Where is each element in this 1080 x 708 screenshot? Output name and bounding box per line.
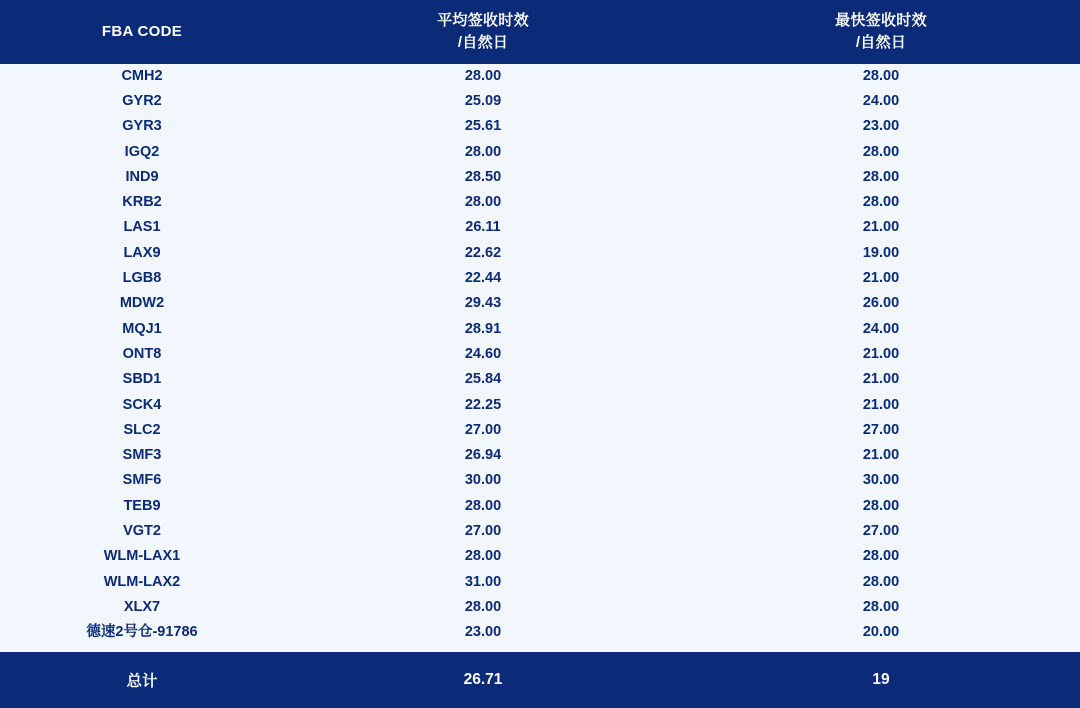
cell-fastest-days: 30.00 bbox=[862, 472, 900, 489]
cell-fastest-days: 27.00 bbox=[862, 421, 900, 438]
cell-fastest-days: 21.00 bbox=[862, 345, 900, 362]
column-header-avg-days bbox=[284, 0, 682, 64]
cell-fastest-days: 24.00 bbox=[862, 320, 900, 337]
cell-avg-days: 26.94 bbox=[464, 447, 502, 464]
cell-fastest-days: 26.00 bbox=[862, 295, 900, 312]
table-row bbox=[0, 545, 1080, 570]
cell-fastest-days: 28.00 bbox=[862, 67, 900, 84]
cell-fastest-days: 24.00 bbox=[862, 92, 900, 109]
table-footer bbox=[0, 652, 1080, 708]
total-label: 总计 bbox=[126, 672, 158, 690]
cell-fba-code: SCK4 bbox=[122, 396, 162, 413]
cell-fba-code: WLM-LAX1 bbox=[103, 548, 181, 565]
cell-fastest-days: 28.00 bbox=[862, 497, 900, 514]
table-row bbox=[0, 621, 1080, 646]
cell-avg-days: 29.43 bbox=[464, 295, 502, 312]
column-header-fastest-days bbox=[682, 0, 1080, 64]
table-row bbox=[0, 89, 1080, 114]
cell-avg-days: 22.44 bbox=[464, 270, 502, 287]
cell-fba-code: GYR3 bbox=[122, 118, 162, 135]
table-row bbox=[0, 216, 1080, 241]
cell-fba-code: GYR2 bbox=[122, 92, 162, 109]
table-row bbox=[0, 317, 1080, 342]
cell-fba-code: SMF6 bbox=[122, 472, 162, 489]
cell-fastest-days: 28.00 bbox=[862, 573, 900, 590]
cell-avg-days: 25.84 bbox=[464, 371, 502, 388]
table-row bbox=[0, 190, 1080, 215]
cell-fba-code: KRB2 bbox=[122, 194, 162, 211]
table-row bbox=[0, 494, 1080, 519]
cell-fba-code: VGT2 bbox=[123, 523, 161, 540]
cell-fba-code: SMF3 bbox=[122, 447, 162, 464]
cell-fastest-days: 23.00 bbox=[862, 118, 900, 135]
cell-avg-days: 28.00 bbox=[464, 194, 502, 211]
cell-avg-days: 22.25 bbox=[464, 396, 502, 413]
cell-fastest-days: 21.00 bbox=[862, 396, 900, 413]
cell-avg-days: 28.91 bbox=[464, 320, 502, 337]
table-row bbox=[0, 418, 1080, 443]
table-row bbox=[0, 115, 1080, 140]
cell-fba-code: XLX7 bbox=[123, 598, 161, 615]
table-row bbox=[0, 519, 1080, 544]
cell-fba-code: SBD1 bbox=[122, 371, 162, 388]
table-row bbox=[0, 165, 1080, 190]
column-header-fastest-days-line1: 最快签收时效 bbox=[835, 12, 927, 30]
cell-fastest-days: 28.00 bbox=[862, 598, 900, 615]
table-row bbox=[0, 140, 1080, 165]
cell-avg-days: 28.00 bbox=[464, 67, 502, 84]
cell-fba-code: 德速2号仓-91786 bbox=[86, 624, 198, 641]
cell-fba-code: MDW2 bbox=[119, 295, 165, 312]
cell-fba-code: IND9 bbox=[125, 168, 159, 185]
table-row bbox=[0, 393, 1080, 418]
total-fastest-days: 19 bbox=[872, 670, 890, 688]
column-header-fastest-days-line2: /自然日 bbox=[855, 34, 907, 51]
table-row bbox=[0, 443, 1080, 468]
table-row bbox=[0, 469, 1080, 494]
cell-avg-days: 25.09 bbox=[464, 92, 502, 109]
cell-avg-days: 22.62 bbox=[464, 244, 502, 261]
cell-fba-code: LAS1 bbox=[123, 219, 161, 236]
total-avg-days: 26.71 bbox=[463, 670, 503, 688]
cell-fastest-days: 27.00 bbox=[862, 523, 900, 540]
cell-fba-code: MQJ1 bbox=[122, 320, 162, 337]
cell-fastest-days: 21.00 bbox=[862, 371, 900, 388]
column-header-fba-code-line1: FBA CODE bbox=[101, 23, 183, 41]
table-header-row bbox=[0, 0, 1080, 64]
cell-avg-days: 27.00 bbox=[464, 523, 502, 540]
cell-fastest-days: 28.00 bbox=[862, 143, 900, 160]
cell-avg-days: 27.00 bbox=[464, 421, 502, 438]
table-row bbox=[0, 570, 1080, 595]
cell-fba-code: IGQ2 bbox=[124, 143, 160, 160]
total-row bbox=[0, 652, 1080, 708]
cell-avg-days: 24.60 bbox=[464, 345, 502, 362]
cell-avg-days: 30.00 bbox=[464, 472, 502, 489]
cell-fastest-days: 20.00 bbox=[862, 624, 900, 641]
column-header-avg-days-line1: 平均签收时效 bbox=[437, 12, 529, 30]
column-header-avg-days-line2: /自然日 bbox=[457, 34, 509, 51]
cell-avg-days: 23.00 bbox=[464, 624, 502, 641]
cell-fastest-days: 28.00 bbox=[862, 548, 900, 565]
column-header-fba-code bbox=[0, 0, 284, 64]
table-row bbox=[0, 595, 1080, 620]
cell-avg-days: 31.00 bbox=[464, 573, 502, 590]
table-row bbox=[0, 368, 1080, 393]
table-row bbox=[0, 266, 1080, 291]
cell-fba-code: ONT8 bbox=[122, 345, 162, 362]
cell-avg-days: 28.00 bbox=[464, 143, 502, 160]
cell-avg-days: 26.11 bbox=[465, 219, 501, 236]
table-row bbox=[0, 342, 1080, 367]
table-row bbox=[0, 292, 1080, 317]
cell-fba-code: LGB8 bbox=[122, 270, 162, 287]
cell-avg-days: 28.50 bbox=[464, 168, 502, 185]
cell-avg-days: 28.00 bbox=[464, 598, 502, 615]
cell-fastest-days: 21.00 bbox=[862, 219, 900, 236]
table-header bbox=[0, 0, 1080, 64]
cell-fastest-days: 21.00 bbox=[862, 447, 900, 464]
cell-fba-code: CMH2 bbox=[121, 67, 163, 84]
cell-fastest-days: 28.00 bbox=[862, 194, 900, 211]
cell-fastest-days: 21.00 bbox=[862, 270, 900, 287]
cell-avg-days: 28.00 bbox=[464, 548, 502, 565]
table-body bbox=[0, 64, 1080, 652]
cell-fastest-days: 19.00 bbox=[862, 244, 900, 261]
cell-fba-code: TEB9 bbox=[123, 497, 161, 514]
cell-fba-code: WLM-LAX2 bbox=[103, 573, 181, 590]
table-row bbox=[0, 241, 1080, 266]
table-row bbox=[0, 64, 1080, 89]
cell-fba-code: SLC2 bbox=[123, 421, 161, 438]
cell-fastest-days: 28.00 bbox=[862, 168, 900, 185]
cell-avg-days: 28.00 bbox=[464, 497, 502, 514]
cell-fba-code: LAX9 bbox=[123, 244, 161, 261]
cell-avg-days: 25.61 bbox=[464, 118, 502, 135]
